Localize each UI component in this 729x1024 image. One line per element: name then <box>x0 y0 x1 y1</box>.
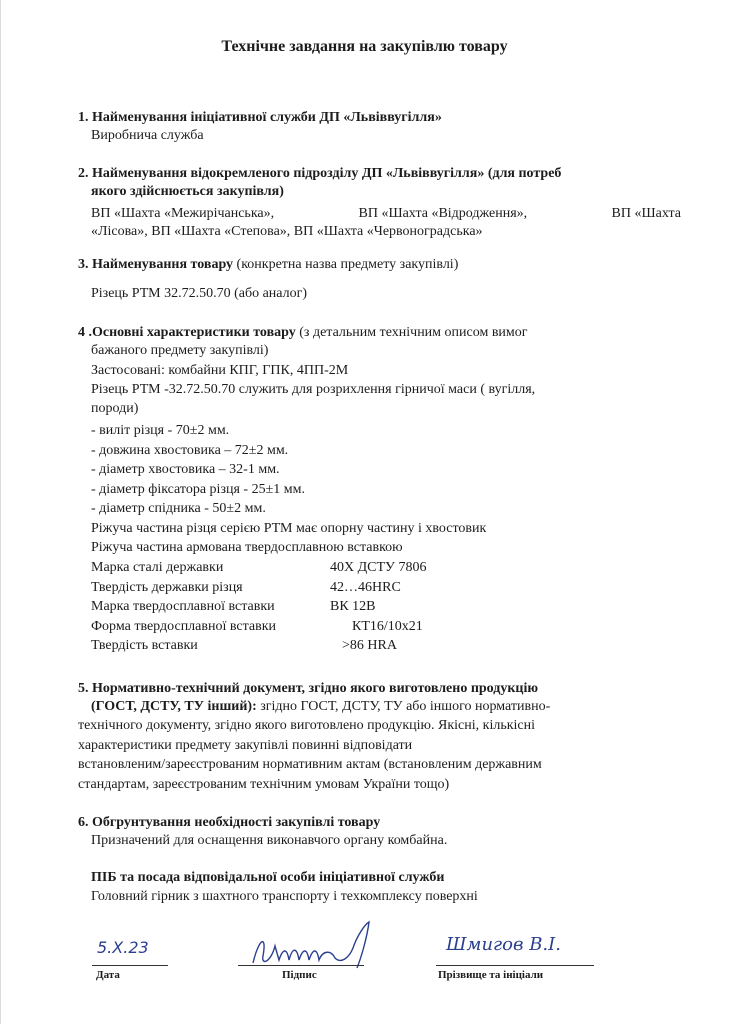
section-4-line: - довжина хвостовика – 72±2 мм. <box>91 443 289 458</box>
spec-label: Твердість державки різця <box>91 580 243 595</box>
section-5-line: встановленим/зареєстрованим нормативним актам (встановленим державним <box>78 757 542 772</box>
section-4-line: - діаметр фіксатора різця - 25±1 мм. <box>91 482 305 497</box>
section-4-line: Ріжуча частина різця серією РТМ має опорну частину і хвостовик <box>91 521 487 536</box>
section-4-heading <box>78 325 528 341</box>
section-4-line: Застосовані: комбайни КПГ, ГПК, 4ПП-2М <box>91 363 349 378</box>
spec-value: 40Х ДСТУ 7806 <box>330 560 427 575</box>
section-5-line: технічного документу, згідно якого виготовлено продукцію. Якісні, кількісні <box>78 718 535 733</box>
section-2-heading: 2. Найменування відокремленого підрозділу ДП «Львіввугілля» (для потреб <box>78 166 562 181</box>
section-2-unit-1: ВП «Шахта «Межирічанська», <box>91 206 275 221</box>
section-4-line: Ріжуча частина армована твердосплавною вставкою <box>91 540 403 555</box>
section-1-text: Виробнича служба <box>91 128 204 143</box>
section-4-line: - виліт різця - 70±2 мм. <box>91 423 230 438</box>
date-label: Дата <box>96 969 120 981</box>
spec-value: 42…46HRC <box>330 580 401 595</box>
section-2-unit-2: ВП «Шахта «Відродження», <box>358 206 528 221</box>
date-handwritten: 5.Х.23 <box>97 938 149 957</box>
signature-line <box>238 965 364 966</box>
spec-label: Форма твердосплавної вставки <box>91 619 277 634</box>
section-4-line: - діаметр спідника - 50±2 мм. <box>91 501 266 516</box>
section-5-heading: 5. Нормативно-технічний документ, згідно якого виготовлено продукцію <box>78 681 539 696</box>
spec-value: >86 HRA <box>342 638 397 653</box>
section-5-heading-bold: (ГОСТ, ДСТУ, ТУ інший): <box>91 699 257 714</box>
spec-label: Твердість вставки <box>91 638 198 653</box>
responsible-heading: ПІБ та посада відповідальної особи ініціативної служби <box>91 870 445 885</box>
section-5-heading-rest: згідно ГОСТ, ДСТУ, ТУ або іншого нормативно- <box>256 699 551 714</box>
section-4-line: Різець РТМ -32.72.50.70 служить для розрихлення гірничої маси ( вугілля, <box>91 382 536 397</box>
section-4-heading-note: (з детальним технічним описом вимог <box>295 325 528 340</box>
section-2-text-line1 <box>91 206 681 222</box>
signature-label: Підпис <box>282 969 317 981</box>
name-line <box>436 965 594 966</box>
section-3-text: Різець РТМ 32.72.50.70 (або аналог) <box>91 286 308 301</box>
section-4-heading-cont: бажаного предмету закупівлі) <box>91 343 269 358</box>
scan-edge <box>0 0 1 1024</box>
spec-value: КТ16/10х21 <box>352 619 423 634</box>
spec-value: ВК 12В <box>330 599 376 614</box>
name-handwritten: Шмигов В.І. <box>446 934 561 955</box>
name-label: Прізвище та ініціали <box>438 969 544 981</box>
section-6-text: Призначений для оснащення виконавчого органу комбайна. <box>91 833 448 848</box>
spec-label: Марка сталі державки <box>91 560 224 575</box>
section-4-line: породи) <box>91 401 139 416</box>
section-3-heading <box>78 257 458 273</box>
section-6-heading: 6. Обгрунтування необхідності закупівлі товару <box>78 815 381 830</box>
section-5-heading-cont <box>91 699 550 715</box>
section-3-heading-note: (конкретна назва предмету закупівлі) <box>233 257 459 272</box>
section-2-heading-cont: якого здійснюється закупівля) <box>91 184 284 199</box>
section-2-unit-3: ВП «Шахта <box>611 206 681 221</box>
date-line <box>92 965 168 966</box>
spec-label: Марка твердосплавної вставки <box>91 599 275 614</box>
responsible-position: Головний гірник з шахтного транспорту і техкомплексу поверхні <box>91 889 478 904</box>
section-2-text-line2: «Лісова», ВП «Шахта «Степова», ВП «Шахта «Червоноградська» <box>91 224 483 239</box>
section-5-line: стандартам, зареєстрованим технічним умовам України тощо) <box>78 777 450 792</box>
document-title: Технічне завдання на закупівлю товару <box>221 38 508 55</box>
section-3-heading-bold: 3. Найменування товару <box>78 257 234 272</box>
section-4-line: - діаметр хвостовика – 32-1 мм. <box>91 462 280 477</box>
section-1-heading: 1. Найменування ініціативної служби ДП «Львіввугілля» <box>78 110 442 125</box>
section-4-heading-bold: 4 .Основні характеристики товару <box>78 325 296 340</box>
section-5-line: характеристики предмету закупівлі повинні відповідати <box>78 738 413 753</box>
